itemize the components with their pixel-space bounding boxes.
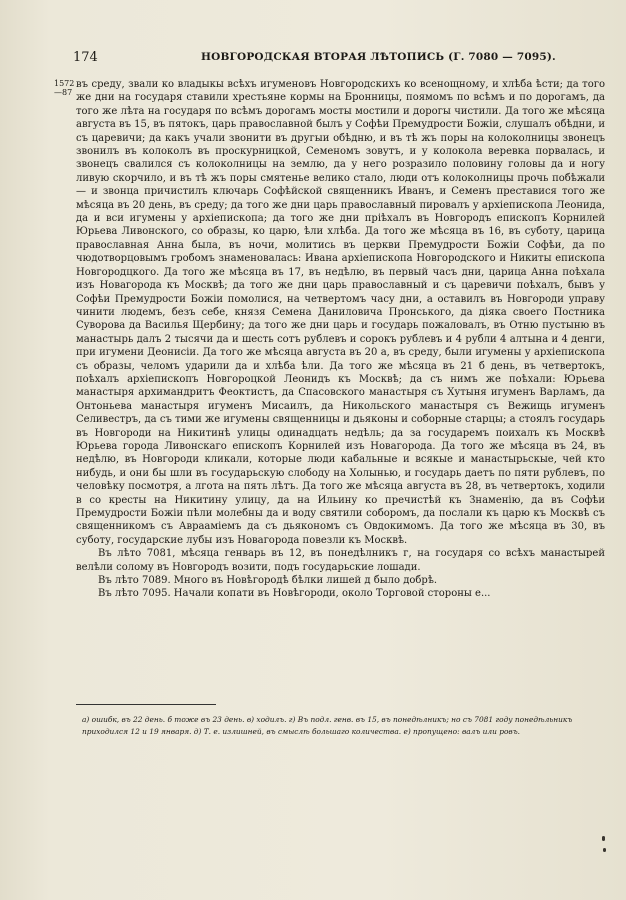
footnotes: а) ошибк, въ 22 день. б тоже въ 23 день. в) ходилъ. г) Въ подл. генв. въ 15, въ понедѣлникъ; но съ 7081 году понедѣльникъ приходился 12 и 19 января. д) Т. е. излишней, въ смыслѣ большаго количества. е) пропущено: валъ или ровъ. <box>82 715 573 736</box>
paragraph-7095: Въ лѣто 7095. Начали копати въ Новѣгороди, около Торговой стороны е... <box>98 588 491 600</box>
paper-blemish <box>601 836 609 866</box>
paragraph-7080: въ среду, звали ко владыкы всѣхъ игуменовъ Новгородскихъ ко всенощному, и хлѣба ѣсти; да того же дни на государя ставили хрестьяне кормы на Бронницы, поямомъ по всѣмъ и по дорогамъ, да того же лѣта на государя по всѣмъ дорогамъ мосты мостили и дорогы чистили. Да того же мѣсяца августа въ 15, въ пятокъ, царь православной былъ у Софѣи Премудрости Божiи, слушалъ обѣдни, и съ царевичи; да какъ учали звонити въ другыи обѣдню, и въ тѣ жъ поры на колоколницы звонецъ звонилъ въ колоколъ въ проскурницкой, Семеномъ зовутъ, и у колокола веревка порвалась, и звонецъ свалился съ колоколницы на землю, да у него розразило половину головы да и ногу ливую скорчило, и въ тѣ жъ поры смятенье велико стало, люди отъ колоколницы прочь побѣжали — и звонца причистилъ ключарь Софѣйской священникъ Иванъ, и Семенъ преставися того же мѣсяца въ 20 день, въ среду; да того же дни царь православный пировалъ у архiепископа Леонида, да и вси игумены у архiепископа; да того же дни прiѣхалъ въ Новгородъ епископъ Корнилей Юрьева Ливонского, со образы, ко царю, ѣли хлѣба. Да того же мѣсяца въ 16, въ суботу, царица православная Анна была, въ ночи, молитись въ церкви Премудрости Божiи Софѣи, да по чюдотворцовымъ гробомъ знаменовалась: Ивана архiепископа Новгородского и Никиты епископа Новгородцкого. Да того же мѣсяца въ 17, въ недѣлю, въ первый часъ дни, царица Анна поѣхала изъ Новагорода къ Москвѣ; да того же дни царь православный и съ царевичи поѣхалъ, бывъ у Софѣи Премудрости Божiи помолися, на четвертомъ часу дни, а оставилъ въ Новгороди управу чинити людемъ, безъ себе, князя Семена Даниловича Пронського, да дiяка своего Постника Суворова да Василья Щербину; да того же дни царь и государь пожаловалъ, въ Отню пустыню въ манастырь далъ 2 тысячи да и шесть сотъ рублевъ и сорокъ рублевъ и 4 рубли 4 алтына и 4 денги, при игумени Деонисiи. Да того же мѣсяца августа въ 20 а, въ среду, были игумены у архiепископа съ образы, челомъ ударили да и хлѣба ѣли. Да того же мѣсяца въ 21 б день, въ четвертокъ, поѣхалъ архiепископъ Новгороцкой Леонидъ къ Москвѣ; да съ нимъ же поѣхали: Юрьева манастыря архимандритъ Феоктистъ, да Спасовского манастыря съ Хутыня игуменъ Варламъ, да Онтоньева манастыря игуменъ Мисаилъ, да Никольского манастыря съ Вежищь игуменъ Селивестръ, да съ тими же игумены священницы и дьяконы и соборные старцы; а стоялъ государь въ Новгороди на Никитинѣ улицы одинадцать недѣль; да за государемъ поихалъ къ Москвѣ Юрьева города Ливонскаго епископъ Корнилей изъ Новагорода. Да того же мѣсяца въ 24, въ недѣлю, въ Новгороди кликали, которые люди кабальные и всякые и манастырьскые, чей кто нибудь, и они бы шли въ государьскую слободу на Холынью, и государь даетъ по пяти рублевъ, по человѣку посмотря, а лгота на пять лѣтъ. Да того же мѣсяца августа въ 28, въ четвертокъ, ходили в со кресты на Никитину улицу, да на Ильину ко пречистѣй къ Знаменiю, да въ Софѣи Премудрости Божiи пѣли молебны да и воду святили соборомъ, да послали къ царю къ Москвѣ съ священникомъ съ Авраамiемъ да съ дьякономъ съ Овдокимомъ. Да того же мѣсяца въ 30, въ суботу, государские лубы изъ Новагорода повезли къ Москвѣ. <box>76 79 606 546</box>
footnote-divider <box>76 704 216 705</box>
blemish-mark <box>603 848 606 852</box>
running-title: НОВГОРОДСКАЯ ВТОРАЯ ЛѢТОПИСЬ (Г. 7080 — 7095). <box>201 51 556 63</box>
main-text <box>76 78 605 601</box>
paragraph-7081: Въ лѣто 7081, мѣсяца генварь въ 12, въ понедѣлникъ г, на государя со всѣхъ манастырей велѣли солому въ Новгородъ возити, подъ государьские лошади. <box>76 548 605 573</box>
margin-year-bottom: —87 <box>54 88 73 97</box>
margin-year-note <box>54 79 74 97</box>
page-number: 174 <box>73 50 98 65</box>
page-header <box>73 50 605 70</box>
margin-year-top: 1572 <box>54 79 75 88</box>
blemish-mark <box>602 836 605 841</box>
paragraph-7089: Въ лѣто 7089. Много въ Новѣгородѣ бѣлки лишей д было добрѣ. <box>98 575 438 587</box>
